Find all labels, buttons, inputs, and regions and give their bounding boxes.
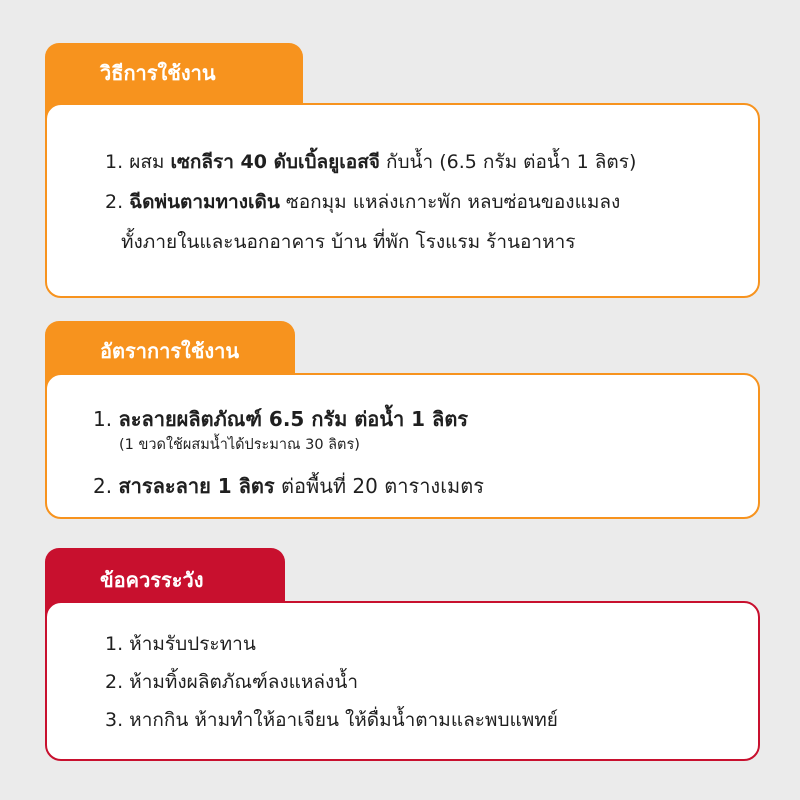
caution-box (45, 601, 760, 761)
rate-box (45, 373, 760, 519)
caution-title: ข้อควรระวัง (100, 568, 204, 592)
usage-item-1-post: กับน้ำ (6.5 กรัม ต่อน้ำ 1 ลิตร) (379, 151, 637, 173)
rate-item-1 (93, 409, 468, 429)
rate-item-2-number: 2. (93, 474, 113, 498)
rate-item-2-bold: สารละลาย 1 ลิตร (118, 474, 275, 498)
rate-item-1-note: (1 ขวดใช้ผสมน้ำได้ประมาณ 30 ลิตร) (119, 437, 360, 453)
usage-item-2-number: 2. (105, 191, 124, 213)
usage-item-2-post: ซอกมุม แหล่งเกาะพัก หลบซ่อนของแมลง (279, 191, 621, 213)
rate-item-1-number: 1. (93, 407, 113, 431)
usage-item-1-number: 1. (105, 151, 124, 173)
usage-item-2 (105, 193, 620, 212)
rate-item-2-post: ต่อพื้นที่ 20 ตารางเมตร (274, 474, 484, 498)
usage-item-2-continuation: ทั้งภายในและนอกอาคาร บ้าน ที่พัก โรงแรม ร้านอาหาร (121, 231, 576, 253)
rate-item-2 (93, 476, 484, 496)
usage-item-1-pre: ผสม (129, 151, 171, 173)
usage-item-2-bold: ฉีดพ่นตามทางเดิน (129, 191, 280, 213)
caution-item-3: 3. หากกิน ห้ามทำให้อาเจียน ให้ดื่มน้ำตามและพบแพทย์ (105, 709, 558, 731)
rate-item-1-bold: ละลายผลิตภัณฑ์ 6.5 กรัม ต่อน้ำ 1 ลิตร (118, 407, 469, 431)
caution-item-1: 1. ห้ามรับประทาน (105, 633, 256, 655)
rate-title: อัตราการใช้งาน (100, 339, 240, 363)
caution-item-2: 2. ห้ามทิ้งผลิตภัณฑ์ลงแหล่งน้ำ (105, 671, 358, 693)
usage-box (45, 103, 760, 298)
usage-item-1-bold: เซกลีรา 40 ดับเบิ้ลยูเอสจี (170, 151, 380, 173)
usage-item-1 (105, 153, 636, 172)
usage-title: วิธีการใช้งาน (100, 61, 216, 85)
